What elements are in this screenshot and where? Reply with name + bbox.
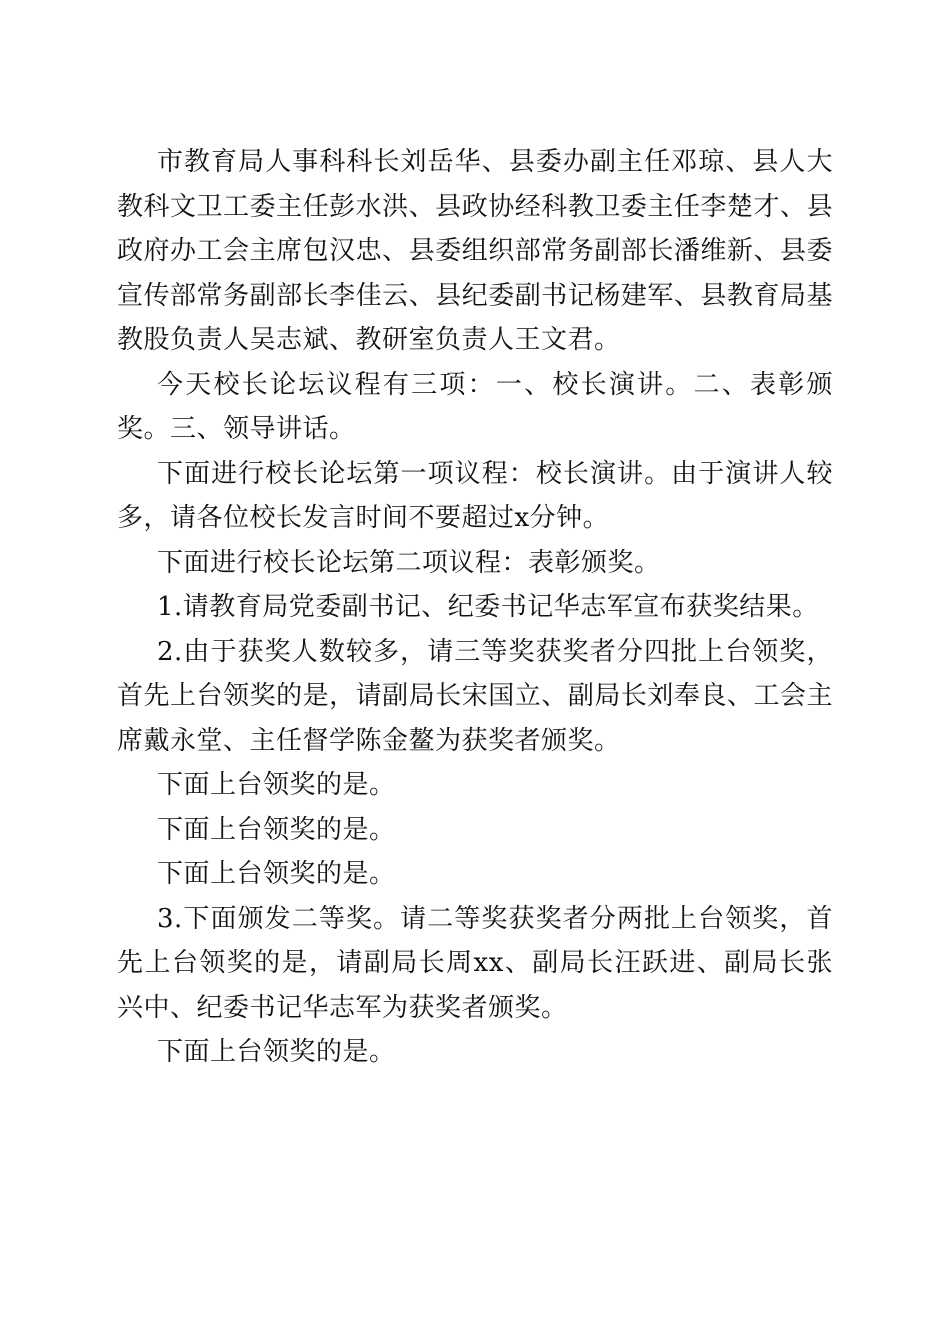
paragraph-agenda-item-2: 下面进行校长论坛第二项议程：表彰颁奖。 xyxy=(157,547,661,578)
document-body xyxy=(117,140,833,1075)
paragraph-next-batch: 下面上台领奖的是。 xyxy=(157,1037,396,1067)
paragraph-attendees: 市教育局人事科科长刘岳华、县委办副主任邓琼、县人大教科文卫工委主任彭水洪、县政协经科教卫委主任李楚才、县政府办工会主席包汉忠、县委组织部常务副部长潘维新、县委宣传部常务副部长李佳云、县纪委副书记杨建军、县教育局基教股负责人吴志斌、教研室负责人王文君。 xyxy=(117,147,833,355)
paragraph-agenda-item-1: 下面进行校长论坛第一项议程：校长演讲。由于演讲人较多，请各位校长发言时间不要超过x分钟。 xyxy=(117,458,833,533)
paragraph-next-batch: 下面上台领奖的是。 xyxy=(157,814,396,845)
paragraph-next-batch: 下面上台领奖的是。 xyxy=(157,770,396,800)
paragraph-next-batch: 下面上台领奖的是。 xyxy=(157,859,396,889)
paragraph-step-2: 2.由于获奖人数较多，请三等奖获奖者分四批上台领奖，首先上台领奖的是，请副局长宋国立、副局长刘奉良、工会主席戴永堂、主任督学陈金鳌为获奖者颁奖。 xyxy=(117,636,833,756)
paragraph-step-3: 3.下面颁发二等奖。请二等奖获奖者分两批上台领奖，首先上台领奖的是，请副局长周xx、副局长汪跃进、副局长张兴中、纪委书记华志军为获奖者颁奖。 xyxy=(117,903,833,1023)
paragraph-step-1: 1.请教育局党委副书记、纪委书记华志军宣布获奖结果。 xyxy=(157,592,819,622)
paragraph-agenda: 今天校长论坛议程有三项：一、校长演讲。二、表彰颁奖。三、领导讲话。 xyxy=(117,369,833,444)
